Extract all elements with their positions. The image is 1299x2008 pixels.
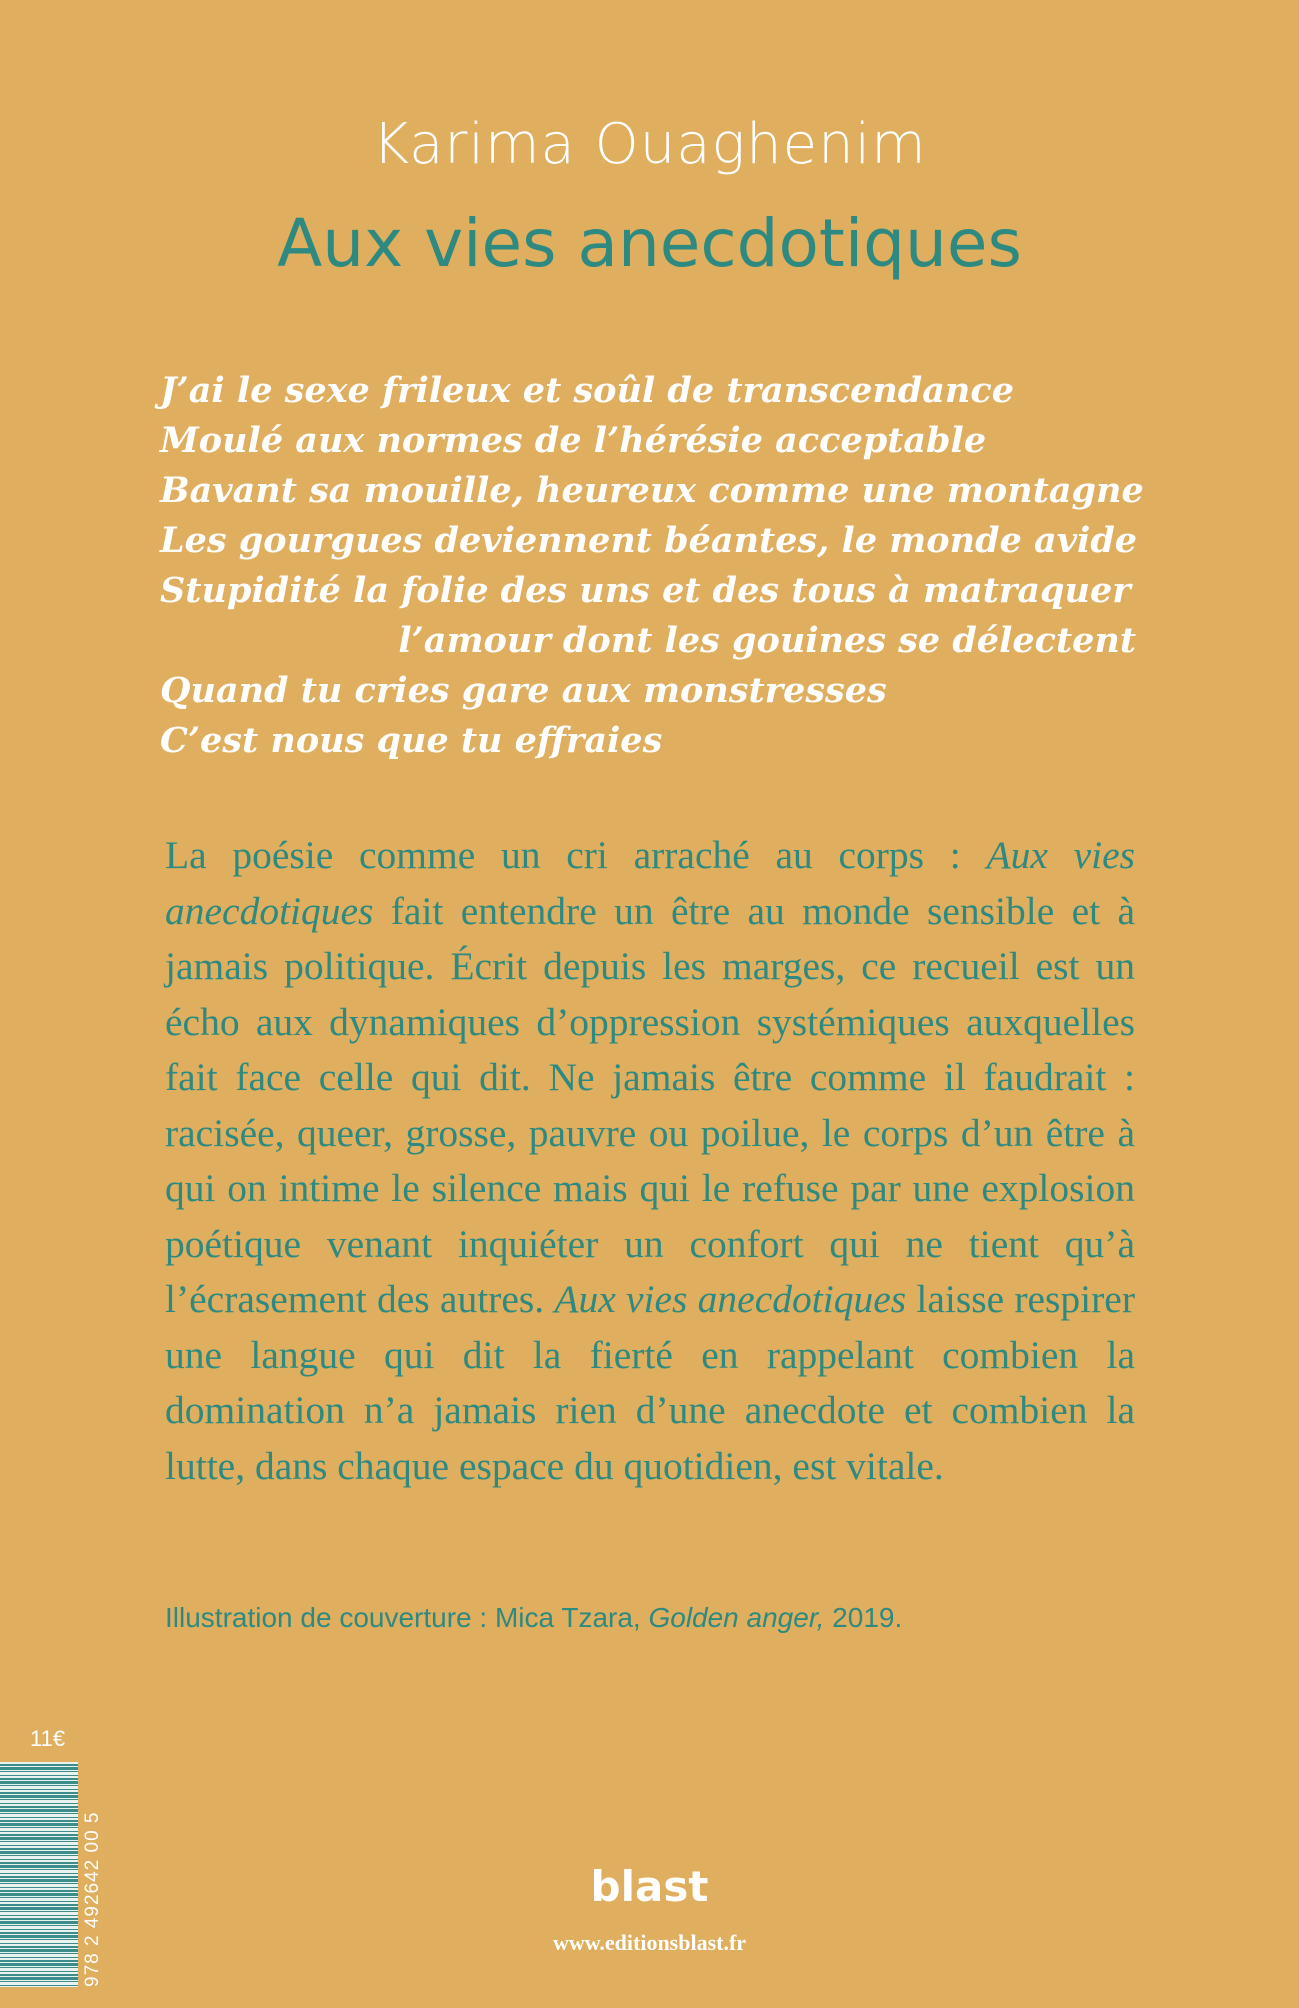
author-name: Karima Ouaghenim: [372, 112, 927, 177]
blurb-text: La poésie comme un cri arraché au corps :: [165, 833, 987, 877]
credit-prefix: Illustration de couverture : Mica Tzara,: [165, 1602, 649, 1633]
blurb-title-italic: Aux vies anecdotiques: [554, 1277, 907, 1321]
book-title: Aux vies anecdotiques: [277, 205, 1022, 282]
poem-excerpt: [160, 366, 1144, 766]
poem-line: J’ai le sexe frileux et soûl de transcendance: [160, 370, 1014, 411]
blurb-text: laisse respirer une langue qui dit la fierté en rappelant combien la domination n’a jamais rien d’une anecdote et combien la lutte, dans chaque espace du quotidien, est vitale.: [165, 1277, 1135, 1488]
poem-line: Moulé aux normes de l’hérésie acceptable: [160, 420, 987, 461]
isbn-number: 978 2 492642 00 5: [82, 1811, 103, 1987]
publisher-website: www.editionsblast.fr: [552, 1930, 747, 1955]
credit-work: Golden anger,: [648, 1602, 825, 1633]
poem-line: Bavant sa mouille, heureux comme une montagne: [160, 470, 1144, 511]
blurb-title-italic: Aux vies anecdotiques: [165, 833, 1135, 933]
book-blurb: [165, 828, 1135, 1494]
publisher-logo: blast: [590, 1862, 709, 1911]
poem-line: Quand tu cries gare aux monstresses: [160, 670, 887, 711]
poem-line: Les gourgues deviennent béantes, le monde avide: [160, 520, 1138, 561]
poem-line: C’est nous que tu effraies: [160, 720, 663, 761]
poem-line: Stupidité la folie des uns et des tous à matraquer: [160, 570, 1131, 611]
price-label: 11€: [30, 1726, 66, 1751]
blurb-text: fait entendre un être au monde sensible et à jamais politique. Écrit depuis les marges, ce recueil est un écho aux dynamiques d’oppression systémiques auxquelles fait face celle qui dit. Ne jamais être comme il faudrait : racisée, queer, grosse, pauvre ou poilue, le corps d’un être à qui on intime le silence mais qui le refuse par une explosion poétique venant inquiéter un confort qui ne tient qu’à l’écrasement des autres.: [165, 888, 1135, 1321]
illustration-credit: [165, 1602, 902, 1634]
credit-year: 2019.: [824, 1602, 903, 1633]
poem-line: l’amour dont les gouines se délectent: [398, 620, 1136, 661]
